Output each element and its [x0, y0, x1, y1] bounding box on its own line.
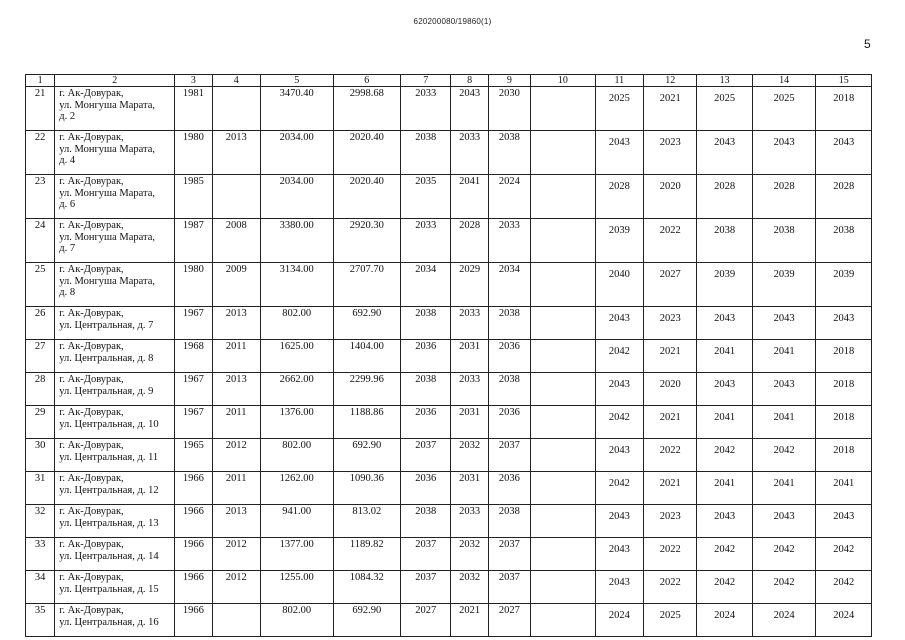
cell-col-6: 2020.40: [333, 175, 401, 219]
cell-col-5: 1377.00: [260, 538, 333, 571]
cell-col-8: 2033: [451, 131, 488, 175]
cell-col-12: 2020: [644, 373, 697, 406]
cell-col-3: 1967: [175, 307, 212, 340]
cell-col-10: [531, 373, 596, 406]
cell-col-8: 2031: [451, 406, 488, 439]
table-row: [26, 571, 872, 604]
cell-col-15: 2043: [816, 505, 872, 538]
address-line: г. Ак-Довурак,: [59, 506, 124, 517]
cell-col-6: 692.90: [333, 307, 401, 340]
cell-col-8: 2041: [451, 175, 488, 219]
cell-col-7: 2037: [401, 571, 451, 604]
table-row: [26, 307, 872, 340]
page-number: 5: [864, 37, 871, 51]
cell-col-8: 2032: [451, 439, 488, 472]
cell-col-11: 2043: [595, 439, 643, 472]
address-line: ул. Центральная, д. 15: [59, 583, 159, 595]
cell-col-15: 2043: [816, 307, 872, 340]
cell-col-4: 2012: [212, 439, 260, 472]
cell-col-7: 2036: [401, 340, 451, 373]
cell-col-4: 2013: [212, 505, 260, 538]
cell-col-3: 1981: [175, 87, 212, 131]
cell-col-12: 2021: [644, 87, 697, 131]
table-row: [26, 373, 872, 406]
cell-col-15: 2018: [816, 373, 872, 406]
cell-col-6: 2707.70: [333, 263, 401, 307]
cell-col-7: 2027: [401, 604, 451, 637]
address-line: д. 4: [59, 155, 76, 166]
address-line: д. 7: [59, 243, 76, 254]
cell-col-3: 1966: [175, 571, 212, 604]
cell-col-14: 2043: [752, 505, 816, 538]
cell-col-12: 2023: [644, 131, 697, 175]
address-line: ул. Центральная, д. 8: [59, 352, 154, 364]
address-cell: [55, 307, 175, 340]
cell-col-14: 2028: [752, 175, 816, 219]
cell-col-13: 2043: [697, 373, 752, 406]
address-line: г. Ак-Довурак,: [59, 539, 124, 550]
cell-col-13: 2043: [697, 131, 752, 175]
cell-col-6: 1084.32: [333, 571, 401, 604]
cell-col-5: 3134.00: [260, 263, 333, 307]
cell-col-5: 3380.00: [260, 219, 333, 263]
cell-col-11: 2042: [595, 340, 643, 373]
address-line: г. Ак-Довурак,: [59, 572, 124, 583]
address-line: ул. Монгуша Марата,: [59, 275, 156, 287]
address-line: г. Ак-Довурак,: [59, 176, 124, 187]
cell-col-12: 2023: [644, 505, 697, 538]
cell-col-13: 2042: [697, 538, 752, 571]
cell-col-9: 2038: [488, 307, 530, 340]
cell-col-15: 2018: [816, 340, 872, 373]
cell-col-12: 2021: [644, 406, 697, 439]
cell-col-15: 2038: [816, 219, 872, 263]
cell-col-13: 2025: [697, 87, 752, 131]
cell-col-14: 2043: [752, 131, 816, 175]
cell-col-4: 2013: [212, 373, 260, 406]
cell-col-6: 1090.36: [333, 472, 401, 505]
cell-col-3: 1965: [175, 439, 212, 472]
address-cell: [55, 538, 175, 571]
table-row: [26, 131, 872, 175]
cell-col-12: 2022: [644, 219, 697, 263]
address-line: ул. Центральная, д. 13: [59, 517, 159, 529]
column-header-4: 4: [212, 75, 260, 87]
table-row: [26, 604, 872, 637]
cell-col-12: 2025: [644, 604, 697, 637]
cell-col-3: 1968: [175, 340, 212, 373]
address-line: г. Ак-Довурак,: [59, 132, 124, 143]
table-row: [26, 505, 872, 538]
column-header-11: 11: [595, 75, 643, 87]
cell-col-15: 2043: [816, 131, 872, 175]
cell-col-12: 2022: [644, 439, 697, 472]
cell-col-10: [531, 538, 596, 571]
cell-col-4: 2013: [212, 307, 260, 340]
cell-col-5: 802.00: [260, 307, 333, 340]
cell-col-8: 2031: [451, 340, 488, 373]
address-line: ул. Центральная, д. 7: [59, 319, 154, 331]
cell-col-4: [212, 604, 260, 637]
column-header-8: 8: [451, 75, 488, 87]
cell-col-5: 1376.00: [260, 406, 333, 439]
cell-col-3: 1966: [175, 472, 212, 505]
table-row: [26, 219, 872, 263]
cell-col-8: 2033: [451, 307, 488, 340]
address-line: ул. Центральная, д. 16: [59, 616, 159, 628]
table-row: [26, 340, 872, 373]
address-line: г. Ак-Довурак,: [59, 264, 124, 275]
address-line: г. Ак-Довурак,: [59, 308, 124, 319]
cell-col-5: 2034.00: [260, 131, 333, 175]
cell-col-7: 2034: [401, 263, 451, 307]
address-line: г. Ак-Довурак,: [59, 88, 124, 99]
cell-col-7: 2038: [401, 373, 451, 406]
cell-col-7: 2038: [401, 505, 451, 538]
cell-col-6: 813.02: [333, 505, 401, 538]
cell-col-8: 2032: [451, 571, 488, 604]
cell-col-4: 2013: [212, 131, 260, 175]
address-line: г. Ак-Довурак,: [59, 605, 124, 616]
cell-col-3: 1980: [175, 131, 212, 175]
cell-col-4: 2011: [212, 340, 260, 373]
address-cell: [55, 439, 175, 472]
cell-col-10: [531, 87, 596, 131]
address-line: ул. Центральная, д. 10: [59, 418, 159, 430]
row-number: 34: [26, 571, 55, 604]
cell-col-12: 2021: [644, 340, 697, 373]
cell-col-10: [531, 175, 596, 219]
table-row: [26, 175, 872, 219]
cell-col-11: 2025: [595, 87, 643, 131]
table-row: [26, 263, 872, 307]
cell-col-13: 2042: [697, 439, 752, 472]
cell-col-11: 2043: [595, 538, 643, 571]
cell-col-3: 1967: [175, 406, 212, 439]
cell-col-14: 2025: [752, 87, 816, 131]
cell-col-10: [531, 406, 596, 439]
cell-col-9: 2037: [488, 439, 530, 472]
cell-col-12: 2021: [644, 472, 697, 505]
cell-col-11: 2043: [595, 373, 643, 406]
cell-col-12: 2022: [644, 571, 697, 604]
column-header-13: 13: [697, 75, 752, 87]
cell-col-11: 2024: [595, 604, 643, 637]
cell-col-6: 2920.30: [333, 219, 401, 263]
cell-col-14: 2038: [752, 219, 816, 263]
address-line: д. 8: [59, 287, 76, 298]
address-cell: [55, 263, 175, 307]
column-header-5: 5: [260, 75, 333, 87]
cell-col-3: 1966: [175, 505, 212, 538]
address-line: ул. Центральная, д. 14: [59, 550, 159, 562]
cell-col-7: 2036: [401, 406, 451, 439]
cell-col-5: 802.00: [260, 604, 333, 637]
cell-col-9: 2030: [488, 87, 530, 131]
address-cell: [55, 175, 175, 219]
cell-col-10: [531, 505, 596, 538]
cell-col-15: 2018: [816, 439, 872, 472]
cell-col-15: 2042: [816, 538, 872, 571]
cell-col-5: 2662.00: [260, 373, 333, 406]
cell-col-11: 2043: [595, 571, 643, 604]
cell-col-10: [531, 131, 596, 175]
address-line: д. 2: [59, 111, 76, 122]
column-header-3: 3: [175, 75, 212, 87]
cell-col-13: 2028: [697, 175, 752, 219]
cell-col-9: 2037: [488, 571, 530, 604]
column-header-7: 7: [401, 75, 451, 87]
cell-col-13: 2041: [697, 472, 752, 505]
address-line: ул. Монгуша Марата,: [59, 99, 156, 111]
row-number: 26: [26, 307, 55, 340]
cell-col-12: 2023: [644, 307, 697, 340]
cell-col-12: 2020: [644, 175, 697, 219]
row-number: 28: [26, 373, 55, 406]
cell-col-10: [531, 604, 596, 637]
cell-col-13: 2042: [697, 571, 752, 604]
cell-col-14: 2041: [752, 472, 816, 505]
cell-col-15: 2039: [816, 263, 872, 307]
cell-col-14: 2039: [752, 263, 816, 307]
cell-col-14: 2042: [752, 439, 816, 472]
address-cell: [55, 505, 175, 538]
cell-col-6: 2998.68: [333, 87, 401, 131]
row-number: 27: [26, 340, 55, 373]
cell-col-7: 2033: [401, 219, 451, 263]
row-number: 31: [26, 472, 55, 505]
address-cell: [55, 406, 175, 439]
address-line: г. Ак-Довурак,: [59, 374, 124, 385]
cell-col-15: 2028: [816, 175, 872, 219]
cell-col-9: 2036: [488, 340, 530, 373]
address-line: ул. Монгуша Марата,: [59, 231, 156, 243]
cell-col-9: 2038: [488, 373, 530, 406]
cell-col-10: [531, 472, 596, 505]
cell-col-13: 2041: [697, 340, 752, 373]
cell-col-14: 2041: [752, 340, 816, 373]
cell-col-3: 1966: [175, 538, 212, 571]
cell-col-5: 1625.00: [260, 340, 333, 373]
row-number: 24: [26, 219, 55, 263]
cell-col-10: [531, 340, 596, 373]
column-header-12: 12: [644, 75, 697, 87]
column-header-15: 15: [816, 75, 872, 87]
cell-col-3: 1987: [175, 219, 212, 263]
table-row: [26, 538, 872, 571]
address-cell: [55, 340, 175, 373]
address-line: г. Ак-Довурак,: [59, 473, 124, 484]
cell-col-15: 2018: [816, 406, 872, 439]
cell-col-4: 2011: [212, 472, 260, 505]
address-line: ул. Центральная, д. 9: [59, 385, 154, 397]
cell-col-3: 1967: [175, 373, 212, 406]
cell-col-6: 1188.86: [333, 406, 401, 439]
cell-col-14: 2024: [752, 604, 816, 637]
cell-col-14: 2041: [752, 406, 816, 439]
table-row: [26, 472, 872, 505]
row-number: 22: [26, 131, 55, 175]
address-cell: [55, 604, 175, 637]
cell-col-6: 1404.00: [333, 340, 401, 373]
header-row: [26, 75, 872, 87]
column-header-9: 9: [488, 75, 530, 87]
cell-col-8: 2031: [451, 472, 488, 505]
cell-col-13: 2041: [697, 406, 752, 439]
cell-col-4: 2011: [212, 406, 260, 439]
cell-col-5: 1262.00: [260, 472, 333, 505]
address-line: г. Ак-Довурак,: [59, 440, 124, 451]
column-header-2: 2: [55, 75, 175, 87]
document-id: 620200080/19860(1): [413, 17, 492, 26]
cell-col-7: 2033: [401, 87, 451, 131]
cell-col-14: 2042: [752, 538, 816, 571]
cell-col-8: 2029: [451, 263, 488, 307]
cell-col-8: 2021: [451, 604, 488, 637]
cell-col-10: [531, 219, 596, 263]
cell-col-4: [212, 87, 260, 131]
cell-col-11: 2039: [595, 219, 643, 263]
address-cell: [55, 87, 175, 131]
cell-col-10: [531, 307, 596, 340]
cell-col-7: 2037: [401, 538, 451, 571]
cell-col-7: 2035: [401, 175, 451, 219]
cell-col-3: 1966: [175, 604, 212, 637]
cell-col-10: [531, 263, 596, 307]
address-cell: [55, 131, 175, 175]
cell-col-7: 2036: [401, 472, 451, 505]
row-number: 25: [26, 263, 55, 307]
cell-col-6: 692.90: [333, 439, 401, 472]
cell-col-13: 2039: [697, 263, 752, 307]
cell-col-7: 2038: [401, 131, 451, 175]
cell-col-11: 2040: [595, 263, 643, 307]
cell-col-6: 692.90: [333, 604, 401, 637]
cell-col-12: 2027: [644, 263, 697, 307]
cell-col-3: 1985: [175, 175, 212, 219]
cell-col-7: 2037: [401, 439, 451, 472]
cell-col-11: 2028: [595, 175, 643, 219]
address-line: ул. Центральная, д. 12: [59, 484, 159, 496]
column-header-10: 10: [531, 75, 596, 87]
table-row: [26, 439, 872, 472]
cell-col-8: 2033: [451, 373, 488, 406]
address-cell: [55, 373, 175, 406]
cell-col-9: 2038: [488, 131, 530, 175]
cell-col-9: 2036: [488, 472, 530, 505]
address-line: г. Ак-Довурак,: [59, 407, 124, 418]
cell-col-12: 2022: [644, 538, 697, 571]
cell-col-8: 2032: [451, 538, 488, 571]
cell-col-11: 2042: [595, 472, 643, 505]
row-number: 33: [26, 538, 55, 571]
cell-col-15: 2018: [816, 87, 872, 131]
row-number: 29: [26, 406, 55, 439]
cell-col-7: 2038: [401, 307, 451, 340]
cell-col-13: 2024: [697, 604, 752, 637]
cell-col-4: [212, 175, 260, 219]
cell-col-10: [531, 571, 596, 604]
cell-col-11: 2043: [595, 505, 643, 538]
address-cell: [55, 472, 175, 505]
address-line: ул. Монгуша Марата,: [59, 143, 156, 155]
cell-col-5: 802.00: [260, 439, 333, 472]
row-number: 23: [26, 175, 55, 219]
cell-col-3: 1980: [175, 263, 212, 307]
cell-col-14: 2042: [752, 571, 816, 604]
row-number: 35: [26, 604, 55, 637]
cell-col-5: 3470.40: [260, 87, 333, 131]
column-header-1: 1: [26, 75, 55, 87]
table-row: [26, 87, 872, 131]
row-number: 21: [26, 87, 55, 131]
cell-col-9: 2024: [488, 175, 530, 219]
cell-col-11: 2043: [595, 131, 643, 175]
cell-col-14: 2043: [752, 373, 816, 406]
cell-col-9: 2038: [488, 505, 530, 538]
cell-col-13: 2043: [697, 505, 752, 538]
address-line: г. Ак-Довурак,: [59, 220, 124, 231]
address-cell: [55, 219, 175, 263]
cell-col-9: 2033: [488, 219, 530, 263]
address-line: ул. Центральная, д. 11: [59, 451, 159, 463]
cell-col-5: 1255.00: [260, 571, 333, 604]
cell-col-15: 2024: [816, 604, 872, 637]
cell-col-8: 2028: [451, 219, 488, 263]
address-line: г. Ак-Довурак,: [59, 341, 124, 352]
cell-col-14: 2043: [752, 307, 816, 340]
data-table: [25, 74, 872, 637]
cell-col-6: 1189.82: [333, 538, 401, 571]
address-cell: [55, 571, 175, 604]
cell-col-9: 2034: [488, 263, 530, 307]
cell-col-6: 2020.40: [333, 131, 401, 175]
address-line: д. 6: [59, 199, 76, 210]
cell-col-5: 2034.00: [260, 175, 333, 219]
cell-col-15: 2041: [816, 472, 872, 505]
cell-col-15: 2042: [816, 571, 872, 604]
row-number: 30: [26, 439, 55, 472]
address-line: ул. Монгуша Марата,: [59, 187, 156, 199]
cell-col-6: 2299.96: [333, 373, 401, 406]
cell-col-9: 2036: [488, 406, 530, 439]
cell-col-11: 2043: [595, 307, 643, 340]
cell-col-13: 2043: [697, 307, 752, 340]
cell-col-11: 2042: [595, 406, 643, 439]
column-header-6: 6: [333, 75, 401, 87]
cell-col-8: 2033: [451, 505, 488, 538]
cell-col-10: [531, 439, 596, 472]
cell-col-13: 2038: [697, 219, 752, 263]
cell-col-4: 2008: [212, 219, 260, 263]
cell-col-4: 2009: [212, 263, 260, 307]
cell-col-8: 2043: [451, 87, 488, 131]
column-header-14: 14: [752, 75, 816, 87]
cell-col-9: 2037: [488, 538, 530, 571]
cell-col-4: 2012: [212, 538, 260, 571]
cell-col-9: 2027: [488, 604, 530, 637]
cell-col-5: 941.00: [260, 505, 333, 538]
cell-col-4: 2012: [212, 571, 260, 604]
row-number: 32: [26, 505, 55, 538]
table-row: [26, 406, 872, 439]
